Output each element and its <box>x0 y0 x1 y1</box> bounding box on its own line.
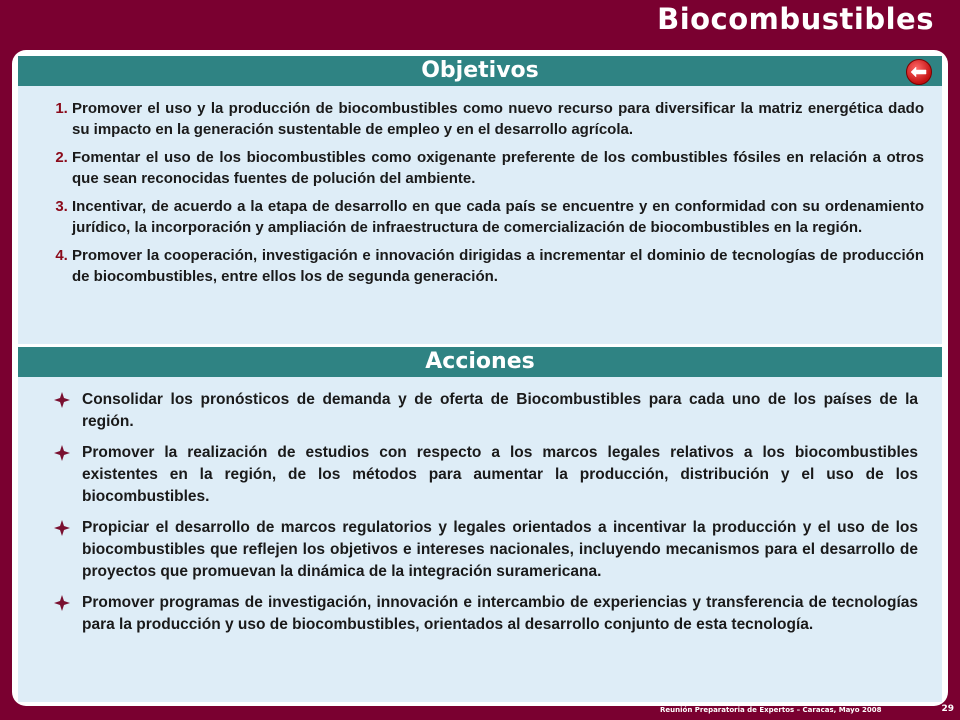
actions-list <box>18 377 942 636</box>
action-item-text: Consolidar los pronósticos de demanda y de oferta de Biocombustibles para cada uno de los países de la región. <box>82 391 918 430</box>
diamond-bullet-icon <box>54 445 70 461</box>
actions-header <box>18 347 942 377</box>
actions-header-label: Acciones <box>425 349 535 374</box>
page-number: 29 <box>941 704 954 714</box>
objective-item: 1. Promover el uso y la producción de biocombustibles como nuevo recurso para diversificar la matriz energética dado su impacto en la generación sustentable de empleo y en el desarrollo agrícola. <box>72 98 924 140</box>
slide-title: Biocombustibles <box>657 2 934 36</box>
diamond-bullet-icon <box>54 520 70 536</box>
objectives-header <box>18 56 942 86</box>
action-item <box>54 592 918 636</box>
actions-section <box>18 347 942 702</box>
objective-item: 4. Promover la cooperación, investigación e innovación dirigidas a incrementar el dominio de tecnologías de producción de biocombustibles, entre ellos los de segunda generación. <box>72 245 924 287</box>
action-item <box>54 442 918 508</box>
objective-item: 3. Incentivar, de acuerdo a la etapa de desarrollo en que cada país se encuentre y en conformidad con su ordenamiento jurídico, la incorporación y ampliación de infraestructura de comercialización de biocombustibles en la región. <box>72 196 924 238</box>
diamond-bullet-icon <box>54 595 70 611</box>
action-item-text: Promover programas de investigación, innovación e intercambio de experiencias y transferencia de tecnologías para la producción y uso de biocombustibles, orientados al desarrollo conjunto de esta tecnología. <box>82 594 918 633</box>
objectives-list <box>18 86 942 287</box>
back-button[interactable] <box>906 59 932 85</box>
action-item-text: Promover la realización de estudios con respecto a los marcos legales relativos a los biocombustibles existentes en la región, de los métodos para aumentar la producción, distribución y el uso de los biocombustibles. <box>82 444 918 505</box>
footer-text: Reunión Preparatoria de Expertos – Caracas, Mayo 2008 <box>660 706 882 714</box>
diamond-bullet-icon <box>54 392 70 408</box>
objectives-section <box>18 56 942 344</box>
objective-item: 2. Fomentar el uso de los biocombustibles como oxigenante preferente de los combustibles fósiles en relación a otros que sean reconocidas fuentes de polución del ambiente. <box>72 147 924 189</box>
action-item-text: Propiciar el desarrollo de marcos regulatorios y legales orientados a incentivar la producción y el uso de los biocombustibles que reflejen los objetivos e intereses nacionales, incluyendo mecanismos para el desarrollo de proyectos que promuevan la dinámica de la integración suramericana. <box>82 519 918 580</box>
action-item <box>54 517 918 583</box>
objectives-header-label: Objetivos <box>421 58 539 83</box>
action-item <box>54 389 918 433</box>
back-arrow-icon <box>911 67 927 77</box>
